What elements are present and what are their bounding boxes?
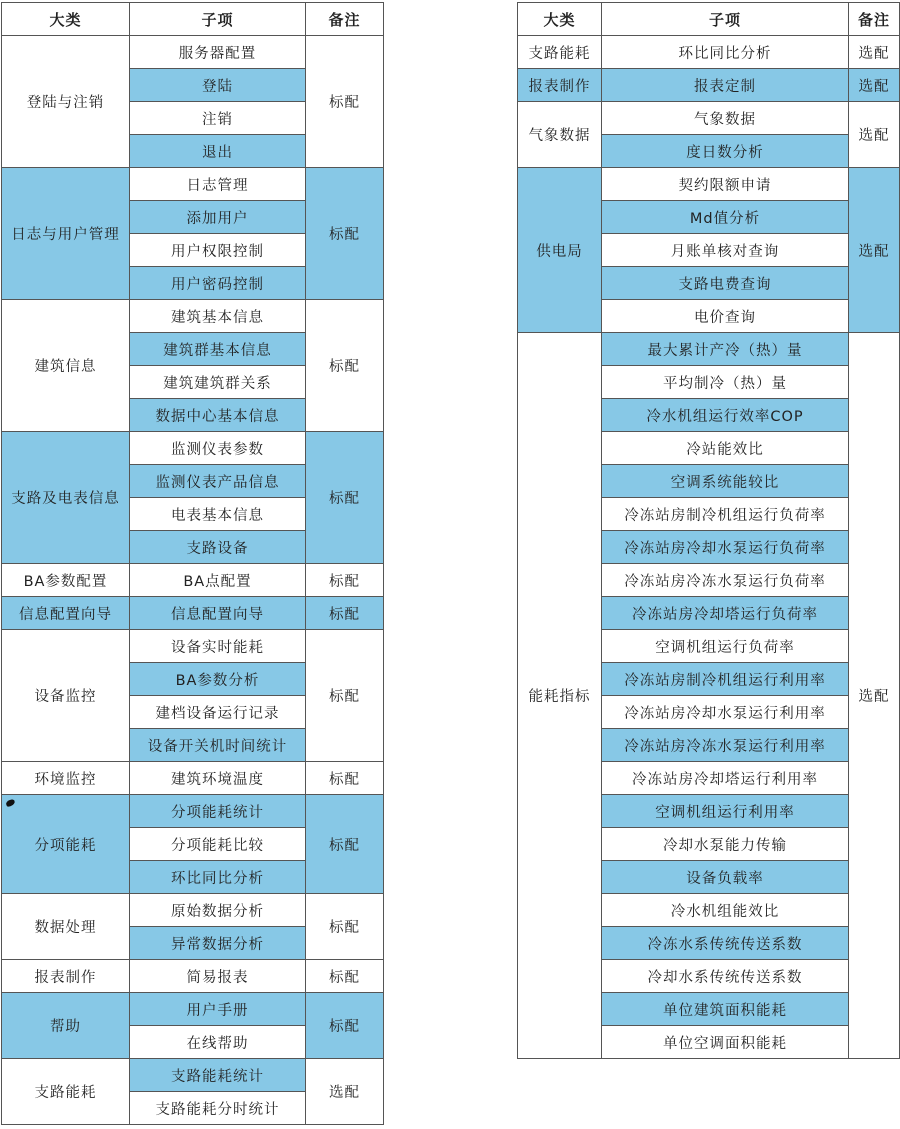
item-cell: 设备开关机时间统计 — [130, 729, 306, 762]
note-cell: 选配 — [849, 69, 900, 102]
item-cell: 建筑建筑群关系 — [130, 366, 306, 399]
table-row — [2, 795, 384, 828]
note-cell: 标配 — [306, 564, 384, 597]
item-cell: 支路能耗分时统计 — [130, 1092, 306, 1125]
item-cell: 支路电费查询 — [602, 267, 849, 300]
item-cell: 分项能耗统计 — [130, 795, 306, 828]
item-cell: 单位建筑面积能耗 — [602, 993, 849, 1026]
item-cell: 在线帮助 — [130, 1026, 306, 1059]
note-cell: 选配 — [849, 102, 900, 168]
item-cell: 电价查询 — [602, 300, 849, 333]
item-cell: 冷站能效比 — [602, 432, 849, 465]
item-cell: 冷冻站房冷却塔运行利用率 — [602, 762, 849, 795]
item-cell: 用户权限控制 — [130, 234, 306, 267]
category-cell: 帮助 — [2, 993, 130, 1059]
category-cell: 报表制作 — [2, 960, 130, 993]
item-cell: 异常数据分析 — [130, 927, 306, 960]
item-cell: 分项能耗比较 — [130, 828, 306, 861]
item-cell: 监测仪表参数 — [130, 432, 306, 465]
item-cell: 用户手册 — [130, 993, 306, 1026]
item-cell: 登陆 — [130, 69, 306, 102]
table-row — [2, 597, 384, 630]
item-cell: 信息配置向导 — [130, 597, 306, 630]
note-cell: 标配 — [306, 894, 384, 960]
header-note: 备注 — [306, 3, 384, 36]
table-row — [2, 960, 384, 993]
note-cell: 标配 — [306, 597, 384, 630]
note-cell: 选配 — [849, 36, 900, 69]
item-cell: 注销 — [130, 102, 306, 135]
item-cell: 冷冻水系传统传送系数 — [602, 927, 849, 960]
table-row — [2, 630, 384, 663]
category-cell: 气象数据 — [518, 102, 602, 168]
table-row — [518, 102, 900, 135]
item-cell: 单位空调面积能耗 — [602, 1026, 849, 1059]
item-cell: 设备负载率 — [602, 861, 849, 894]
table-row — [518, 168, 900, 201]
item-cell: 冷冻站房冷却塔运行负荷率 — [602, 597, 849, 630]
item-cell: 冷冻站房制冷机组运行利用率 — [602, 663, 849, 696]
item-cell: 空调机组运行负荷率 — [602, 630, 849, 663]
table-row — [518, 36, 900, 69]
note-cell: 标配 — [306, 762, 384, 795]
item-cell: 冷冻站房冷冻水泵运行负荷率 — [602, 564, 849, 597]
note-cell: 标配 — [306, 993, 384, 1059]
item-cell: 冷冻站房冷却水泵运行负荷率 — [602, 531, 849, 564]
note-cell: 标配 — [306, 795, 384, 894]
item-cell: 退出 — [130, 135, 306, 168]
header-item: 子项 — [602, 3, 849, 36]
item-cell: 建筑环境温度 — [130, 762, 306, 795]
item-cell: 冷水机组能效比 — [602, 894, 849, 927]
note-cell: 选配 — [849, 168, 900, 333]
category-cell: 支路能耗 — [518, 36, 602, 69]
item-cell: 月账单核对查询 — [602, 234, 849, 267]
item-cell: 服务器配置 — [130, 36, 306, 69]
note-cell: 标配 — [306, 300, 384, 432]
item-cell: 环比同比分析 — [602, 36, 849, 69]
category-cell: 分项能耗 — [2, 795, 130, 894]
table-row — [2, 432, 384, 465]
table-row — [2, 762, 384, 795]
item-cell: 日志管理 — [130, 168, 306, 201]
item-cell: 空调机组运行利用率 — [602, 795, 849, 828]
item-cell: 电表基本信息 — [130, 498, 306, 531]
item-cell: 冷冻站房冷却水泵运行利用率 — [602, 696, 849, 729]
category-cell: BA参数配置 — [2, 564, 130, 597]
table-row — [518, 69, 900, 102]
note-cell: 标配 — [306, 432, 384, 564]
category-cell: 数据处理 — [2, 894, 130, 960]
header-row — [2, 3, 384, 36]
table-row — [2, 300, 384, 333]
item-cell: 简易报表 — [130, 960, 306, 993]
table-row — [2, 564, 384, 597]
item-cell: 数据中心基本信息 — [130, 399, 306, 432]
note-cell: 选配 — [306, 1059, 384, 1125]
item-cell: 冷冻站房冷冻水泵运行利用率 — [602, 729, 849, 762]
header-note: 备注 — [849, 3, 900, 36]
item-cell: 平均制冷（热）量 — [602, 366, 849, 399]
item-cell: 冷却水泵能力传输 — [602, 828, 849, 861]
item-cell: 空调系统能较比 — [602, 465, 849, 498]
category-cell: 支路及电表信息 — [2, 432, 130, 564]
note-cell: 标配 — [306, 960, 384, 993]
item-cell: 建筑基本信息 — [130, 300, 306, 333]
category-cell: 日志与用户管理 — [2, 168, 130, 300]
note-cell: 标配 — [306, 36, 384, 168]
table-row — [2, 993, 384, 1026]
left-feature-table — [1, 2, 384, 1125]
note-cell: 标配 — [306, 168, 384, 300]
item-cell: 用户密码控制 — [130, 267, 306, 300]
item-cell: 冷冻站房制冷机组运行负荷率 — [602, 498, 849, 531]
table-row — [2, 894, 384, 927]
item-cell: 建筑群基本信息 — [130, 333, 306, 366]
item-cell: 监测仪表产品信息 — [130, 465, 306, 498]
note-cell: 选配 — [849, 333, 900, 1059]
note-cell: 标配 — [306, 630, 384, 762]
category-cell: 报表制作 — [518, 69, 602, 102]
category-cell: 信息配置向导 — [2, 597, 130, 630]
item-cell: 建档设备运行记录 — [130, 696, 306, 729]
category-cell: 供电局 — [518, 168, 602, 333]
header-row — [518, 3, 900, 36]
category-cell: 登陆与注销 — [2, 36, 130, 168]
item-cell: 原始数据分析 — [130, 894, 306, 927]
item-cell: 支路能耗统计 — [130, 1059, 306, 1092]
table-row — [2, 168, 384, 201]
item-cell: Md值分析 — [602, 201, 849, 234]
table-row — [2, 1059, 384, 1092]
category-cell: 设备监控 — [2, 630, 130, 762]
category-cell: 环境监控 — [2, 762, 130, 795]
category-cell: 建筑信息 — [2, 300, 130, 432]
table-row — [2, 36, 384, 69]
category-cell: 能耗指标 — [518, 333, 602, 1059]
right-feature-table — [517, 2, 900, 1059]
item-cell: 添加用户 — [130, 201, 306, 234]
item-cell: 最大累计产冷（热）量 — [602, 333, 849, 366]
header-category: 大类 — [2, 3, 130, 36]
item-cell: 报表定制 — [602, 69, 849, 102]
item-cell: 冷却水系传统传送系数 — [602, 960, 849, 993]
item-cell: 环比同比分析 — [130, 861, 306, 894]
item-cell: 契约限额申请 — [602, 168, 849, 201]
item-cell: 支路设备 — [130, 531, 306, 564]
item-cell: 设备实时能耗 — [130, 630, 306, 663]
item-cell: 气象数据 — [602, 102, 849, 135]
item-cell: BA参数分析 — [130, 663, 306, 696]
header-item: 子项 — [130, 3, 306, 36]
category-cell: 支路能耗 — [2, 1059, 130, 1125]
item-cell: 度日数分析 — [602, 135, 849, 168]
item-cell: BA点配置 — [130, 564, 306, 597]
item-cell: 冷水机组运行效率COP — [602, 399, 849, 432]
header-category: 大类 — [518, 3, 602, 36]
table-row — [518, 333, 900, 366]
